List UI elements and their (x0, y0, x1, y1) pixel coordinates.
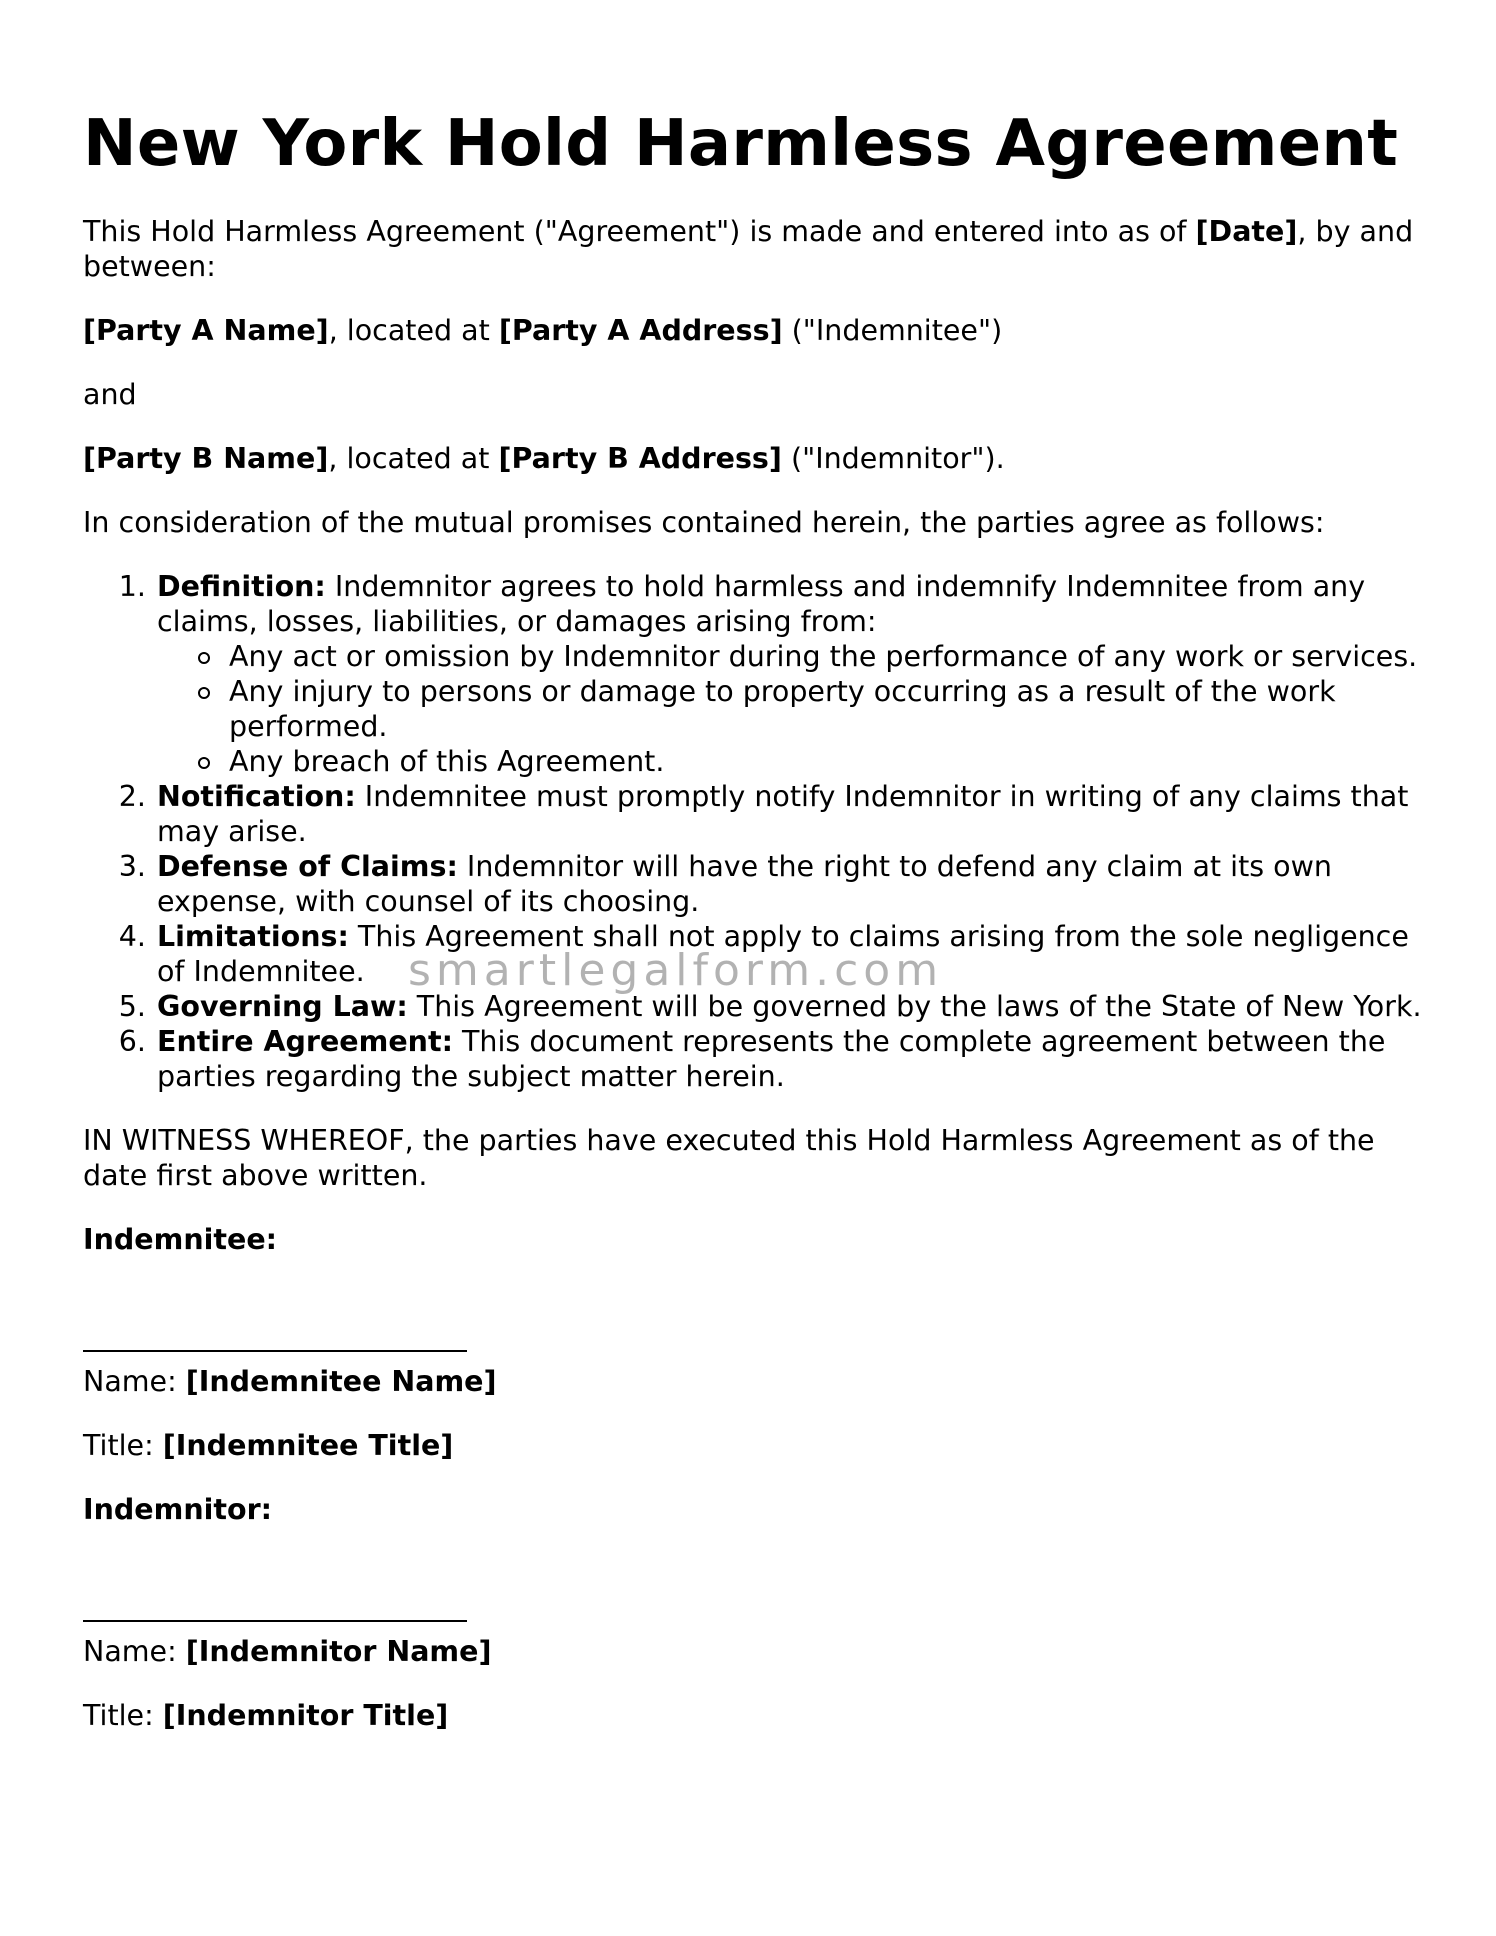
term-item-definition (155, 569, 1423, 779)
sub-list-item: Any injury to persons or damage to property occurring as a result of the work performed. (229, 674, 1423, 744)
indemnitee-label: Indemnitee: (83, 1223, 278, 1256)
indemnitee-name-line (83, 1364, 1423, 1399)
party-b-role: ("Indemnitor"). (781, 442, 1005, 475)
title-label: Title: (83, 1429, 163, 1462)
document-title: New York Hold Harmless Agreement (83, 107, 1399, 181)
and-text: and (83, 378, 137, 411)
intro-text-end: , by and between: (83, 215, 1414, 283)
party-a-role: ("Indemnitee") (782, 314, 1003, 347)
indemnitee-signature-line[interactable] (83, 1350, 467, 1352)
definition-sub-list (157, 639, 1423, 779)
consideration-paragraph: In consideration of the mutual promises contained herein, the parties agree as follows: (83, 506, 1325, 539)
sub-list-item: Any breach of this Agreement. (229, 744, 1423, 779)
term-heading: Governing Law: (157, 990, 408, 1023)
party-b-line (83, 441, 1423, 476)
party-a-located: , located at (328, 314, 499, 347)
term-text: This document represents the complete agreement between the parties regarding the subject matter herein. (157, 1025, 1386, 1093)
party-a-line (83, 313, 1423, 348)
indemnitor-signature-line[interactable] (83, 1620, 467, 1622)
intro-text: This Hold Harmless Agreement ("Agreement") is made and entered into as of (83, 215, 1196, 248)
terms-list (83, 569, 1423, 1094)
indemnitee-signature-block (83, 1222, 1423, 1463)
term-item-governing-law (155, 989, 1423, 1024)
party-a-address: [Party A Address] (498, 314, 783, 347)
term-heading: Defense of Claims: (157, 850, 458, 883)
party-b-located: , located at (328, 442, 499, 475)
term-text: This Agreement shall not apply to claims arising from the sole negligence of Indemnitee. (157, 920, 1409, 988)
title-label: Title: (83, 1699, 163, 1732)
document-body (83, 214, 1423, 1762)
indemnitor-signature-block (83, 1492, 1423, 1733)
indemnitee-title-line (83, 1428, 1423, 1463)
name-label: Name: (83, 1635, 186, 1668)
term-item-notification (155, 779, 1423, 849)
term-heading: Definition: (157, 570, 326, 603)
indemnitee-title-placeholder: [Indemnitee Title] (162, 1429, 454, 1462)
term-item-limitations (155, 919, 1423, 989)
party-a-name: [Party A Name] (83, 314, 329, 347)
indemnitor-title-line (83, 1698, 1423, 1733)
watermark: smartlegalform.com (408, 945, 944, 996)
term-text: This Agreement will be governed by the laws of the State of New York. (407, 990, 1422, 1023)
term-heading: Notification: (157, 780, 356, 813)
term-text: Indemnitor agrees to hold harmless and indemnify Indemnitee from any claims, losses, liabilities, or damages arising from: (157, 570, 1366, 638)
indemnitor-title-placeholder: [Indemnitor Title] (162, 1699, 449, 1732)
term-text: Indemnitee must promptly notify Indemnitor in writing of any claims that may arise. (157, 780, 1409, 848)
term-heading: Limitations: (157, 920, 349, 953)
term-heading: Entire Agreement: (157, 1025, 453, 1058)
date-placeholder: [Date] (1195, 215, 1298, 248)
indemnitee-name-placeholder: [Indemnitee Name] (185, 1365, 497, 1398)
name-label: Name: (83, 1365, 186, 1398)
term-item-entire-agreement (155, 1024, 1423, 1094)
term-text: Indemnitor will have the right to defend any claim at its own expense, with counsel of its choosing. (157, 850, 1332, 918)
intro-paragraph (83, 214, 1423, 284)
sub-list-item: Any act or omission by Indemnitor during the performance of any work or services. (229, 639, 1423, 674)
indemnitor-name-placeholder: [Indemnitor Name] (185, 1635, 492, 1668)
indemnitor-name-line (83, 1634, 1423, 1669)
witness-paragraph: IN WITNESS WHEREOF, the parties have executed this Hold Harmless Agreement as of the date first above written. (83, 1124, 1375, 1192)
term-item-defense-of-claims (155, 849, 1423, 919)
party-b-address: [Party B Address] (498, 442, 782, 475)
indemnitor-label: Indemnitor: (83, 1493, 273, 1526)
party-b-name: [Party B Name] (83, 442, 329, 475)
